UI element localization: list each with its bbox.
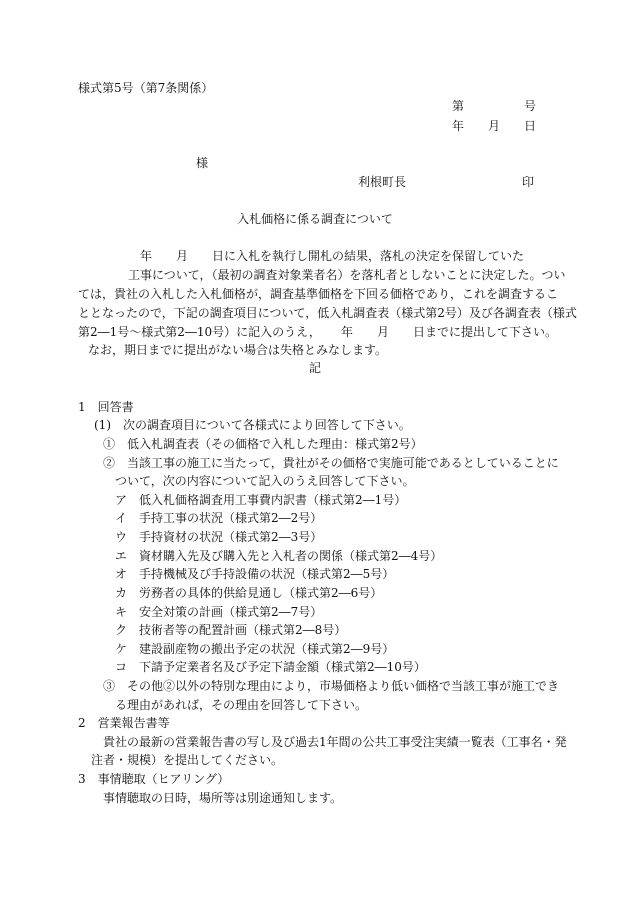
section3-line1: 事情聴取の日時，場所等は別途通知します。 bbox=[103, 791, 343, 805]
seal-mark: 印 bbox=[522, 175, 535, 189]
date-day: 日 bbox=[524, 119, 537, 133]
document-number-suffix: 号 bbox=[524, 99, 537, 113]
intro-line3: ては，貴社の入札した入札価格が，調査基準価格を下回る価格であり，これを調査するこ bbox=[78, 287, 559, 301]
intro-line4: ととなったので，下記の調査項目について，低入札調査表（様式第2号）及び各調査表（様式 bbox=[78, 306, 577, 320]
intro-month: 月 bbox=[176, 249, 189, 263]
list-item: ク 技術者等の配置計画（様式第2―8号） bbox=[115, 623, 347, 637]
date-month: 月 bbox=[488, 119, 501, 133]
intro-line5-year: 年 bbox=[341, 325, 354, 339]
ki-label: 記 bbox=[308, 361, 321, 375]
section3-heading: 3 事情聴取（ヒアリング） bbox=[78, 772, 230, 786]
section1-circle3-line1: ③ その他②以外の特別な理由により，市場価格より低い価格で当該工事が施工でき bbox=[103, 679, 560, 693]
intro-line5-b: 日までに提出して下さい。 bbox=[413, 325, 558, 339]
list-item: イ 手持工事の状況（様式第2―2号） bbox=[115, 511, 323, 525]
intro-line2: 工事について，（最初の調査対象業者名）を落札者としないことに決定した。つい bbox=[128, 268, 566, 282]
date-year: 年 bbox=[452, 119, 465, 133]
section1-heading: 1 回答書 bbox=[78, 400, 134, 414]
section1-circle3-line2: る理由があれば，その理由を回答して下さい。 bbox=[115, 698, 368, 712]
form-number: 様式第5号（第7条関係） bbox=[78, 81, 214, 95]
list-item: ケ 建設副産物の搬出予定の状況（様式第2―9号） bbox=[115, 642, 395, 656]
intro-line5-a: 第2―1号～様式第2―10号）に記入のうえ， bbox=[78, 325, 321, 339]
section1-circle2-line2: ついて，次の内容について記入のうえ回答して下さい。 bbox=[115, 474, 415, 488]
section2-heading: 2 営業報告書等 bbox=[78, 716, 170, 730]
list-item: ア 低入札価格調査用工事費内訳書（様式第2―1号） bbox=[115, 493, 407, 507]
list-item: ウ 手持資材の状況（様式第2―3号） bbox=[115, 530, 323, 544]
sender-name: 利根町長 bbox=[358, 175, 407, 189]
list-item: コ 下請予定業者名及び予定下請金額（様式第2―10号） bbox=[115, 660, 426, 674]
section1-circle1: ① 低入札調査表（その価格で入札した理由：様式第2号） bbox=[103, 437, 423, 451]
list-item: エ 資材購入先及び購入先と入札者の関係（様式第2―4号） bbox=[115, 549, 443, 563]
list-item: キ 安全対策の計画（様式第2―7号） bbox=[115, 605, 323, 619]
addressee-honorific: 様 bbox=[196, 156, 209, 170]
intro-line1: 日に入札を執行し開札の結果，落札の決定を保留していた bbox=[212, 249, 525, 263]
document-number-prefix: 第 bbox=[452, 99, 465, 113]
section2-line2: 注者・規模）を提出してください。 bbox=[91, 753, 284, 767]
list-item: カ 労務者の具体的供給見通し（様式第2―6号） bbox=[115, 586, 383, 600]
intro-year: 年 bbox=[140, 249, 153, 263]
section1-circle2-line1: ② 当該工事の施工に当たって，貴社がその価格で実施可能であるとしていることに bbox=[103, 456, 559, 470]
page-title: 入札価格に係る調査について bbox=[237, 212, 393, 226]
intro-line5-month: 月 bbox=[377, 325, 390, 339]
list-item: オ 手持機械及び手持設備の状況（様式第2―5号） bbox=[115, 567, 395, 581]
section1-item1: (1) 次の調査項目について各様式により回答して下さい。 bbox=[94, 418, 411, 432]
section2-line1: 貴社の最新の営業報告書の写し及び過去1年間の公共工事受注実績一覧表（工事名・発 bbox=[103, 735, 567, 749]
intro-line6: なお，期日までに提出がない場合は失格とみなします。 bbox=[88, 343, 388, 357]
